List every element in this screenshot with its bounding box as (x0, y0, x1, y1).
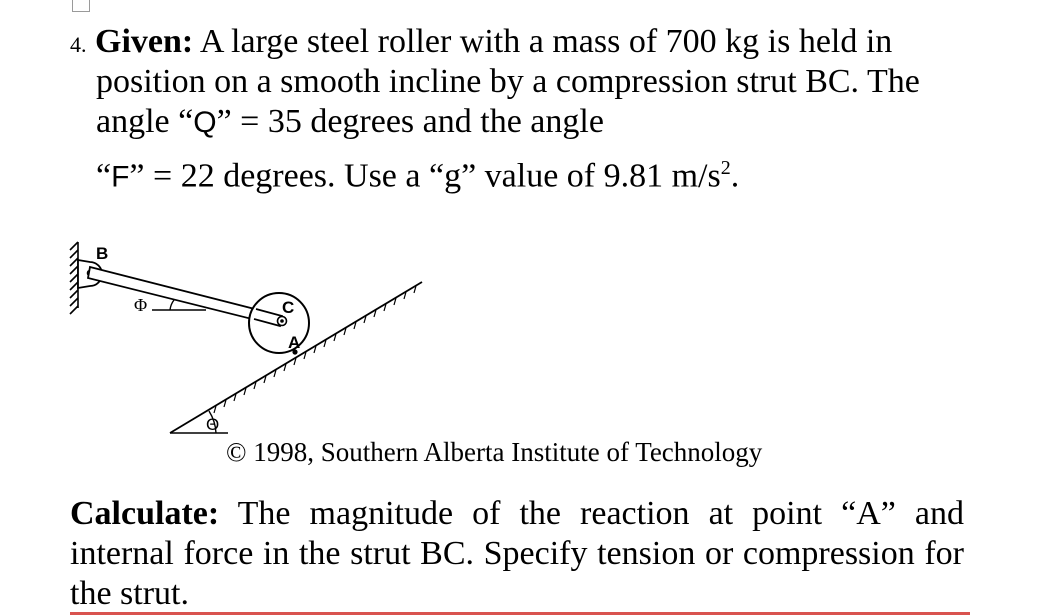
wall-support (70, 242, 78, 314)
exponent: 2 (720, 157, 731, 179)
problem-line-2 (96, 62, 920, 102)
incline-hatching (214, 286, 416, 413)
problem-line-3 (96, 102, 604, 143)
given-text-4b: ” = 22 degrees. Use a “g” value of 9.81 m/s (129, 157, 721, 195)
problem-line-1 (70, 22, 892, 65)
label-c: C (282, 298, 295, 317)
given-text-3a: angle “ (96, 103, 194, 140)
calculate-text: The magnitude of the reaction at point “A” and internal force in the strut BC. Specify tension or compression for the strut. (70, 495, 964, 612)
calculate-statement (70, 494, 964, 614)
problem-number: 4. (70, 32, 87, 57)
given-text-3b: ” = 35 degrees and the angle (216, 103, 604, 140)
angle-f-symbol: F (111, 160, 130, 194)
given-label: Given: (95, 23, 194, 60)
problem-line-4 (96, 148, 739, 197)
label-phi: Φ (134, 295, 148, 315)
roller-strut-diagram (66, 236, 446, 440)
checkbox[interactable] (72, 0, 90, 12)
label-theta: Θ (206, 415, 220, 434)
given-text-2: position on a smooth incline by a compression strut BC. The (96, 63, 920, 100)
label-a: A (288, 333, 301, 352)
copyright-notice: © 1998, Southern Alberta Institute of Technology (226, 437, 763, 467)
given-text-4c: . (730, 157, 740, 195)
label-b: B (96, 244, 109, 263)
given-text-1: A large steel roller with a mass of 700 kg is held in (193, 23, 893, 60)
angle-q-symbol: Q (193, 106, 217, 139)
calculate-label: Calculate: (70, 495, 220, 532)
bottom-rule (70, 612, 970, 615)
given-text-4a: “ (96, 157, 112, 195)
